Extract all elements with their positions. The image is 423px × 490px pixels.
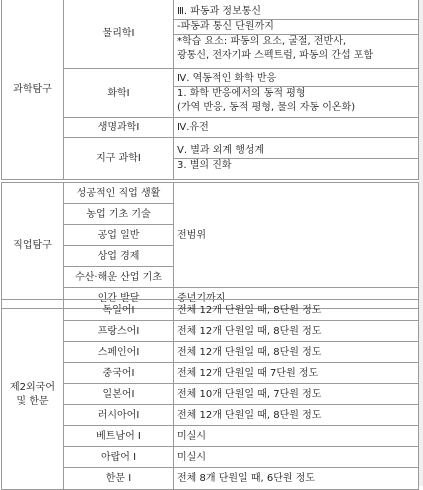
- scope-cell-physics[interactable]: [174, 0, 419, 69]
- table-row: [2, 426, 419, 447]
- scope-line: Ⅲ. 파동과 정보통신: [177, 5, 262, 17]
- subject-cell[interactable]: 러시아어Ⅰ: [64, 405, 174, 426]
- subject-cell[interactable]: 상업 경제: [64, 246, 174, 267]
- table-row: [2, 69, 419, 118]
- scope-cell[interactable]: 미실시: [174, 426, 419, 447]
- table-row: [2, 0, 419, 69]
- exam-scope-table: [1, 0, 419, 180]
- subject-cell[interactable]: 독일어Ⅰ: [64, 300, 174, 321]
- area-cell-science: 과학탐구: [2, 0, 64, 180]
- scope-line: Ⅳ. 역동적인 화학 반응: [177, 72, 277, 84]
- scope-cell-vocational-shared[interactable]: 전범위: [174, 183, 419, 288]
- column-gap: [419, 0, 423, 486]
- table-row: [2, 321, 419, 342]
- scope-cell[interactable]: 미실시: [174, 447, 419, 468]
- scope-cell[interactable]: 전체 12개 단원일 때, 8단원 정도: [174, 321, 419, 342]
- subject-cell-chemistry[interactable]: 화학Ⅰ: [64, 69, 174, 118]
- table-row: [2, 384, 419, 405]
- area-cell-languages: [2, 300, 64, 490]
- table-row: [2, 118, 419, 138]
- scope-cell[interactable]: 전체 12개 단원일 때, 8단원 정도: [174, 300, 419, 321]
- scope-line: *학습 요소: 파동의 요소, 굴절, 전반사,: [177, 35, 347, 47]
- subject-cell[interactable]: 공업 일반: [64, 225, 174, 246]
- area-label: 제2외국어 및 한문: [9, 381, 55, 407]
- table-row: [2, 363, 419, 384]
- subject-cell[interactable]: 중국어Ⅰ: [64, 363, 174, 384]
- scope-line: 3. 별의 진화: [177, 160, 232, 171]
- subject-cell[interactable]: 프랑스어Ⅰ: [64, 321, 174, 342]
- subject-cell[interactable]: 일본어Ⅰ: [64, 384, 174, 405]
- subject-cell-physics[interactable]: 물리학Ⅰ: [64, 0, 174, 69]
- scope-cell[interactable]: 중년기까지: [174, 288, 419, 309]
- scope-cell-chemistry[interactable]: [174, 69, 419, 118]
- subject-cell-life-science[interactable]: 생명과학Ⅰ: [64, 118, 174, 138]
- scope-cell-life-science[interactable]: Ⅳ.유전: [174, 118, 419, 138]
- subject-cell[interactable]: 성공적인 직업 생활: [64, 183, 174, 204]
- scope-cell[interactable]: 전체 10개 단원일 때, 7단원 정도: [174, 384, 419, 405]
- subject-cell[interactable]: 베트남어 Ⅰ: [64, 426, 174, 447]
- scope-cell[interactable]: 전체 8개 단원일 때, 6단원 정도: [174, 468, 419, 490]
- scope-line: 광통신, 전자기파 스펙트럼, 파동의 간섭 포함: [177, 49, 374, 61]
- scope-cell[interactable]: 전체 12개 단원일 때 7단원 정도: [174, 363, 419, 384]
- subject-cell[interactable]: 아랍어 Ⅰ: [64, 447, 174, 468]
- table-row: [2, 183, 419, 204]
- table-row: [2, 447, 419, 468]
- language-table: [1, 299, 419, 490]
- area-cell-vocational: 직업탐구: [2, 183, 64, 309]
- table-row: [2, 138, 419, 180]
- subject-cell[interactable]: 한문 Ⅰ: [64, 468, 174, 490]
- table-row: [2, 468, 419, 490]
- scope-line: -파동과 통신 단원까지: [177, 20, 274, 32]
- table-row: [2, 342, 419, 363]
- table-row: [2, 405, 419, 426]
- subject-cell[interactable]: 인간 발달: [64, 288, 174, 309]
- scope-cell[interactable]: 전체 12개 단원일 때, 8단원 정도: [174, 405, 419, 426]
- subject-cell[interactable]: 스페인어Ⅰ: [64, 342, 174, 363]
- subject-cell[interactable]: 수산·해운 산업 기초: [64, 267, 174, 288]
- scope-cell-earth-science[interactable]: [174, 138, 419, 180]
- table-row: [2, 300, 419, 321]
- scope-line: Ⅴ. 별과 외계 행성계: [177, 145, 265, 156]
- vocational-table: [1, 182, 419, 309]
- scope-line: 1. 화학 반응에서의 동적 평형: [177, 87, 306, 99]
- subject-cell[interactable]: 농업 기초 기술: [64, 204, 174, 225]
- scope-cell[interactable]: 전체 12개 단원일 때, 8단원 정도: [174, 342, 419, 363]
- subject-cell-earth-science[interactable]: 지구 과학Ⅰ: [64, 138, 174, 180]
- scope-line: (가역 반응, 동적 평형, 물의 자동 이온화): [177, 101, 356, 113]
